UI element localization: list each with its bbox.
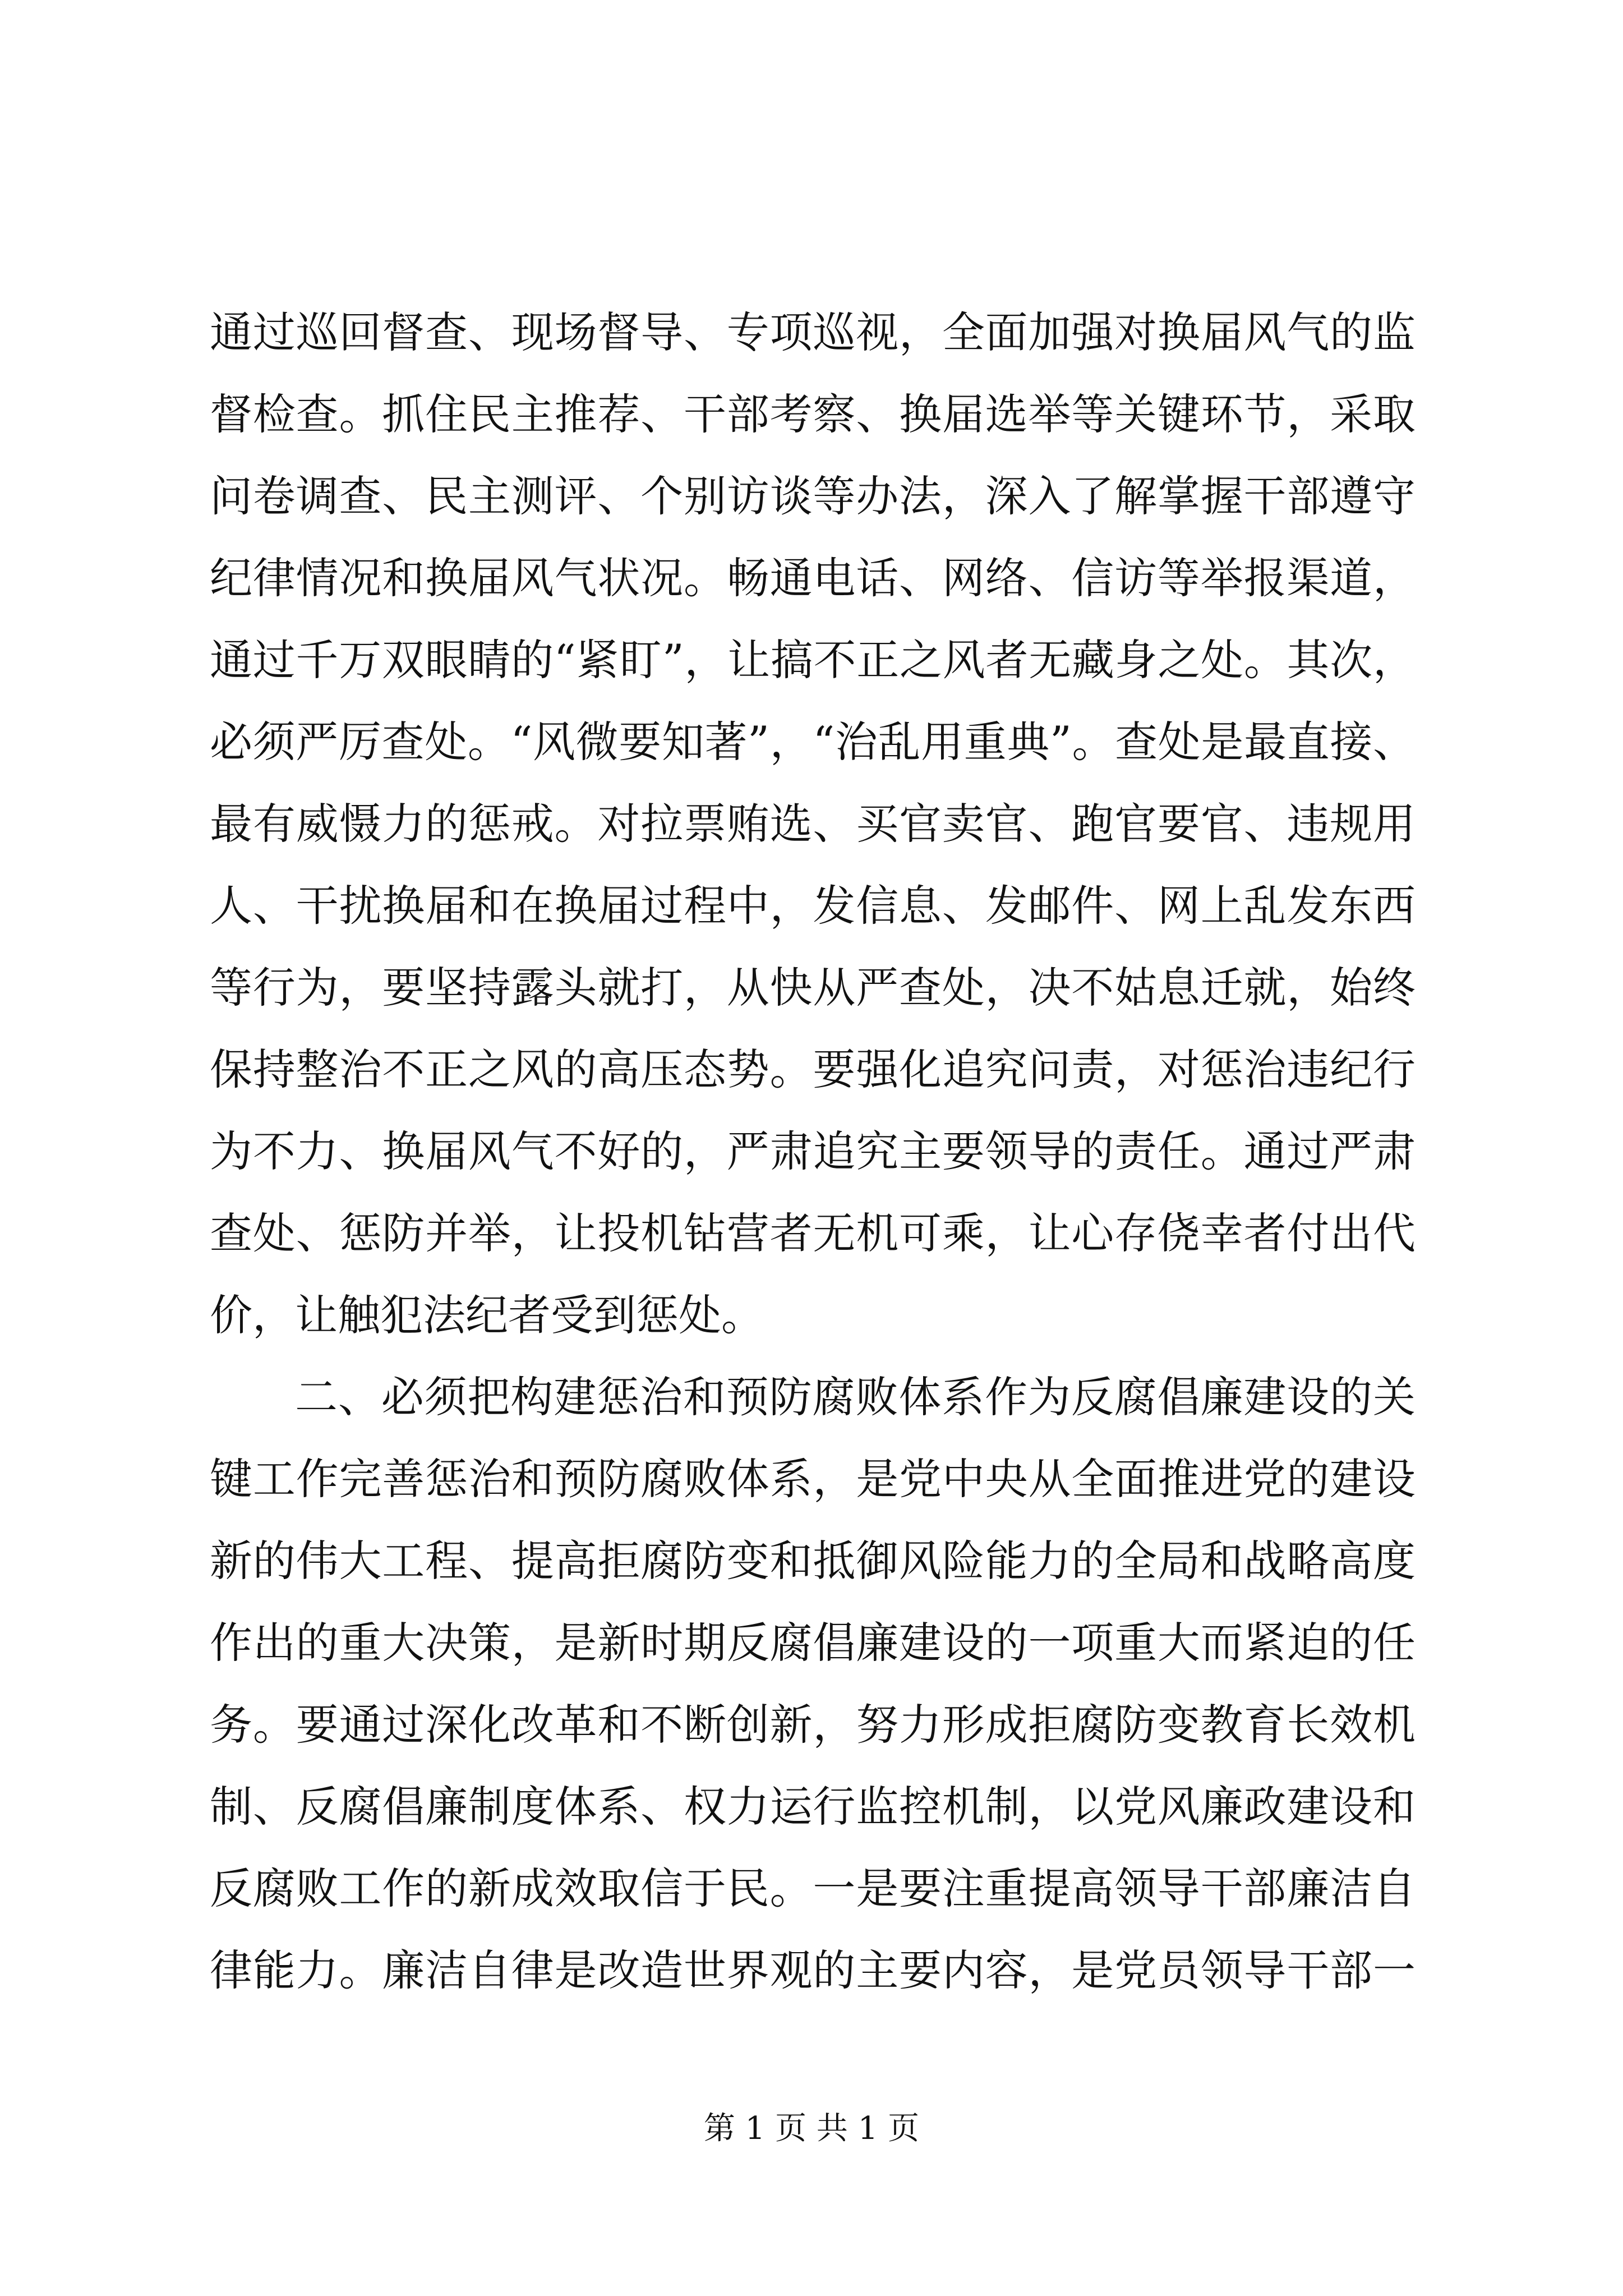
text-line: 作出的重大决策，是新时期反腐倡廉建设的一项重大而紧迫的任 [210,1618,1415,1668]
text-line: 反腐败工作的新成效取信于民。一是要注重提高领导干部廉洁自 [210,1864,1415,1913]
page-number: 第 1 页 共 1 页 [703,2110,920,2147]
page-footer [0,2106,1623,2151]
text-line: 通过巡回督查、现场督导、专项巡视，全面加强对换届风气的监 [210,307,1415,357]
text-line: 务。要通过深化改革和不断创新，努力形成拒腐防变教育长效机 [210,1700,1415,1750]
text-line: 纪律情况和换届风气状况。畅通电话、网络、信访等举报渠道， [210,553,1415,603]
text-line: 为不力、换届风气不好的，严肃追究主要领导的责任。通过严肃 [210,1126,1415,1176]
text-line: 问卷调查、民主测评、个别访谈等办法，深入了解掌握干部遵守 [210,471,1415,521]
text-line: 查处、惩防并举，让投机钻营者无机可乘，让心存侥幸者付出代 [210,1208,1415,1258]
text-line: 新的伟大工程、提高拒腐防变和抵御风险能力的全局和战略高度 [210,1536,1415,1586]
text-line: 等行为，要坚持露头就打，从快从严查处，决不姑息迁就，始终 [210,963,1415,1013]
text-line: 键工作完善惩治和预防腐败体系，是党中央从全面推进党的建设 [210,1454,1415,1504]
text-line: 最有威慑力的惩戒。对拉票贿选、买官卖官、跑官要官、违规用 [210,799,1415,849]
text-line: 通过千万双眼睛的“紧盯”，让搞不正之风者无藏身之处。其次， [210,635,1415,685]
text-line: 督检查。抓住民主推荐、干部考察、换届选举等关键环节，采取 [210,389,1415,439]
text-line: 律能力。廉洁自律是改造世界观的主要内容，是党员领导干部一 [210,1945,1415,1995]
text-line: 必须严厉查处。“风微要知著”，“治乱用重典”。查处是最直接、 [210,717,1415,767]
text-line: 价，让触犯法纪者受到惩处。 [210,1290,764,1340]
body-text [210,292,1415,2012]
text-line: 人、干扰换届和在换届过程中，发信息、发邮件、网上乱发东西 [210,881,1415,931]
text-line: 制、反腐倡廉制度体系、权力运行监控机制，以党风廉政建设和 [210,1782,1415,1832]
text-line: 二、必须把构建惩治和预防腐败体系作为反腐倡廉建设的关 [295,1372,1415,1422]
text-line: 保持整治不正之风的高压态势。要强化追究问责，对惩治违纪行 [210,1045,1415,1094]
